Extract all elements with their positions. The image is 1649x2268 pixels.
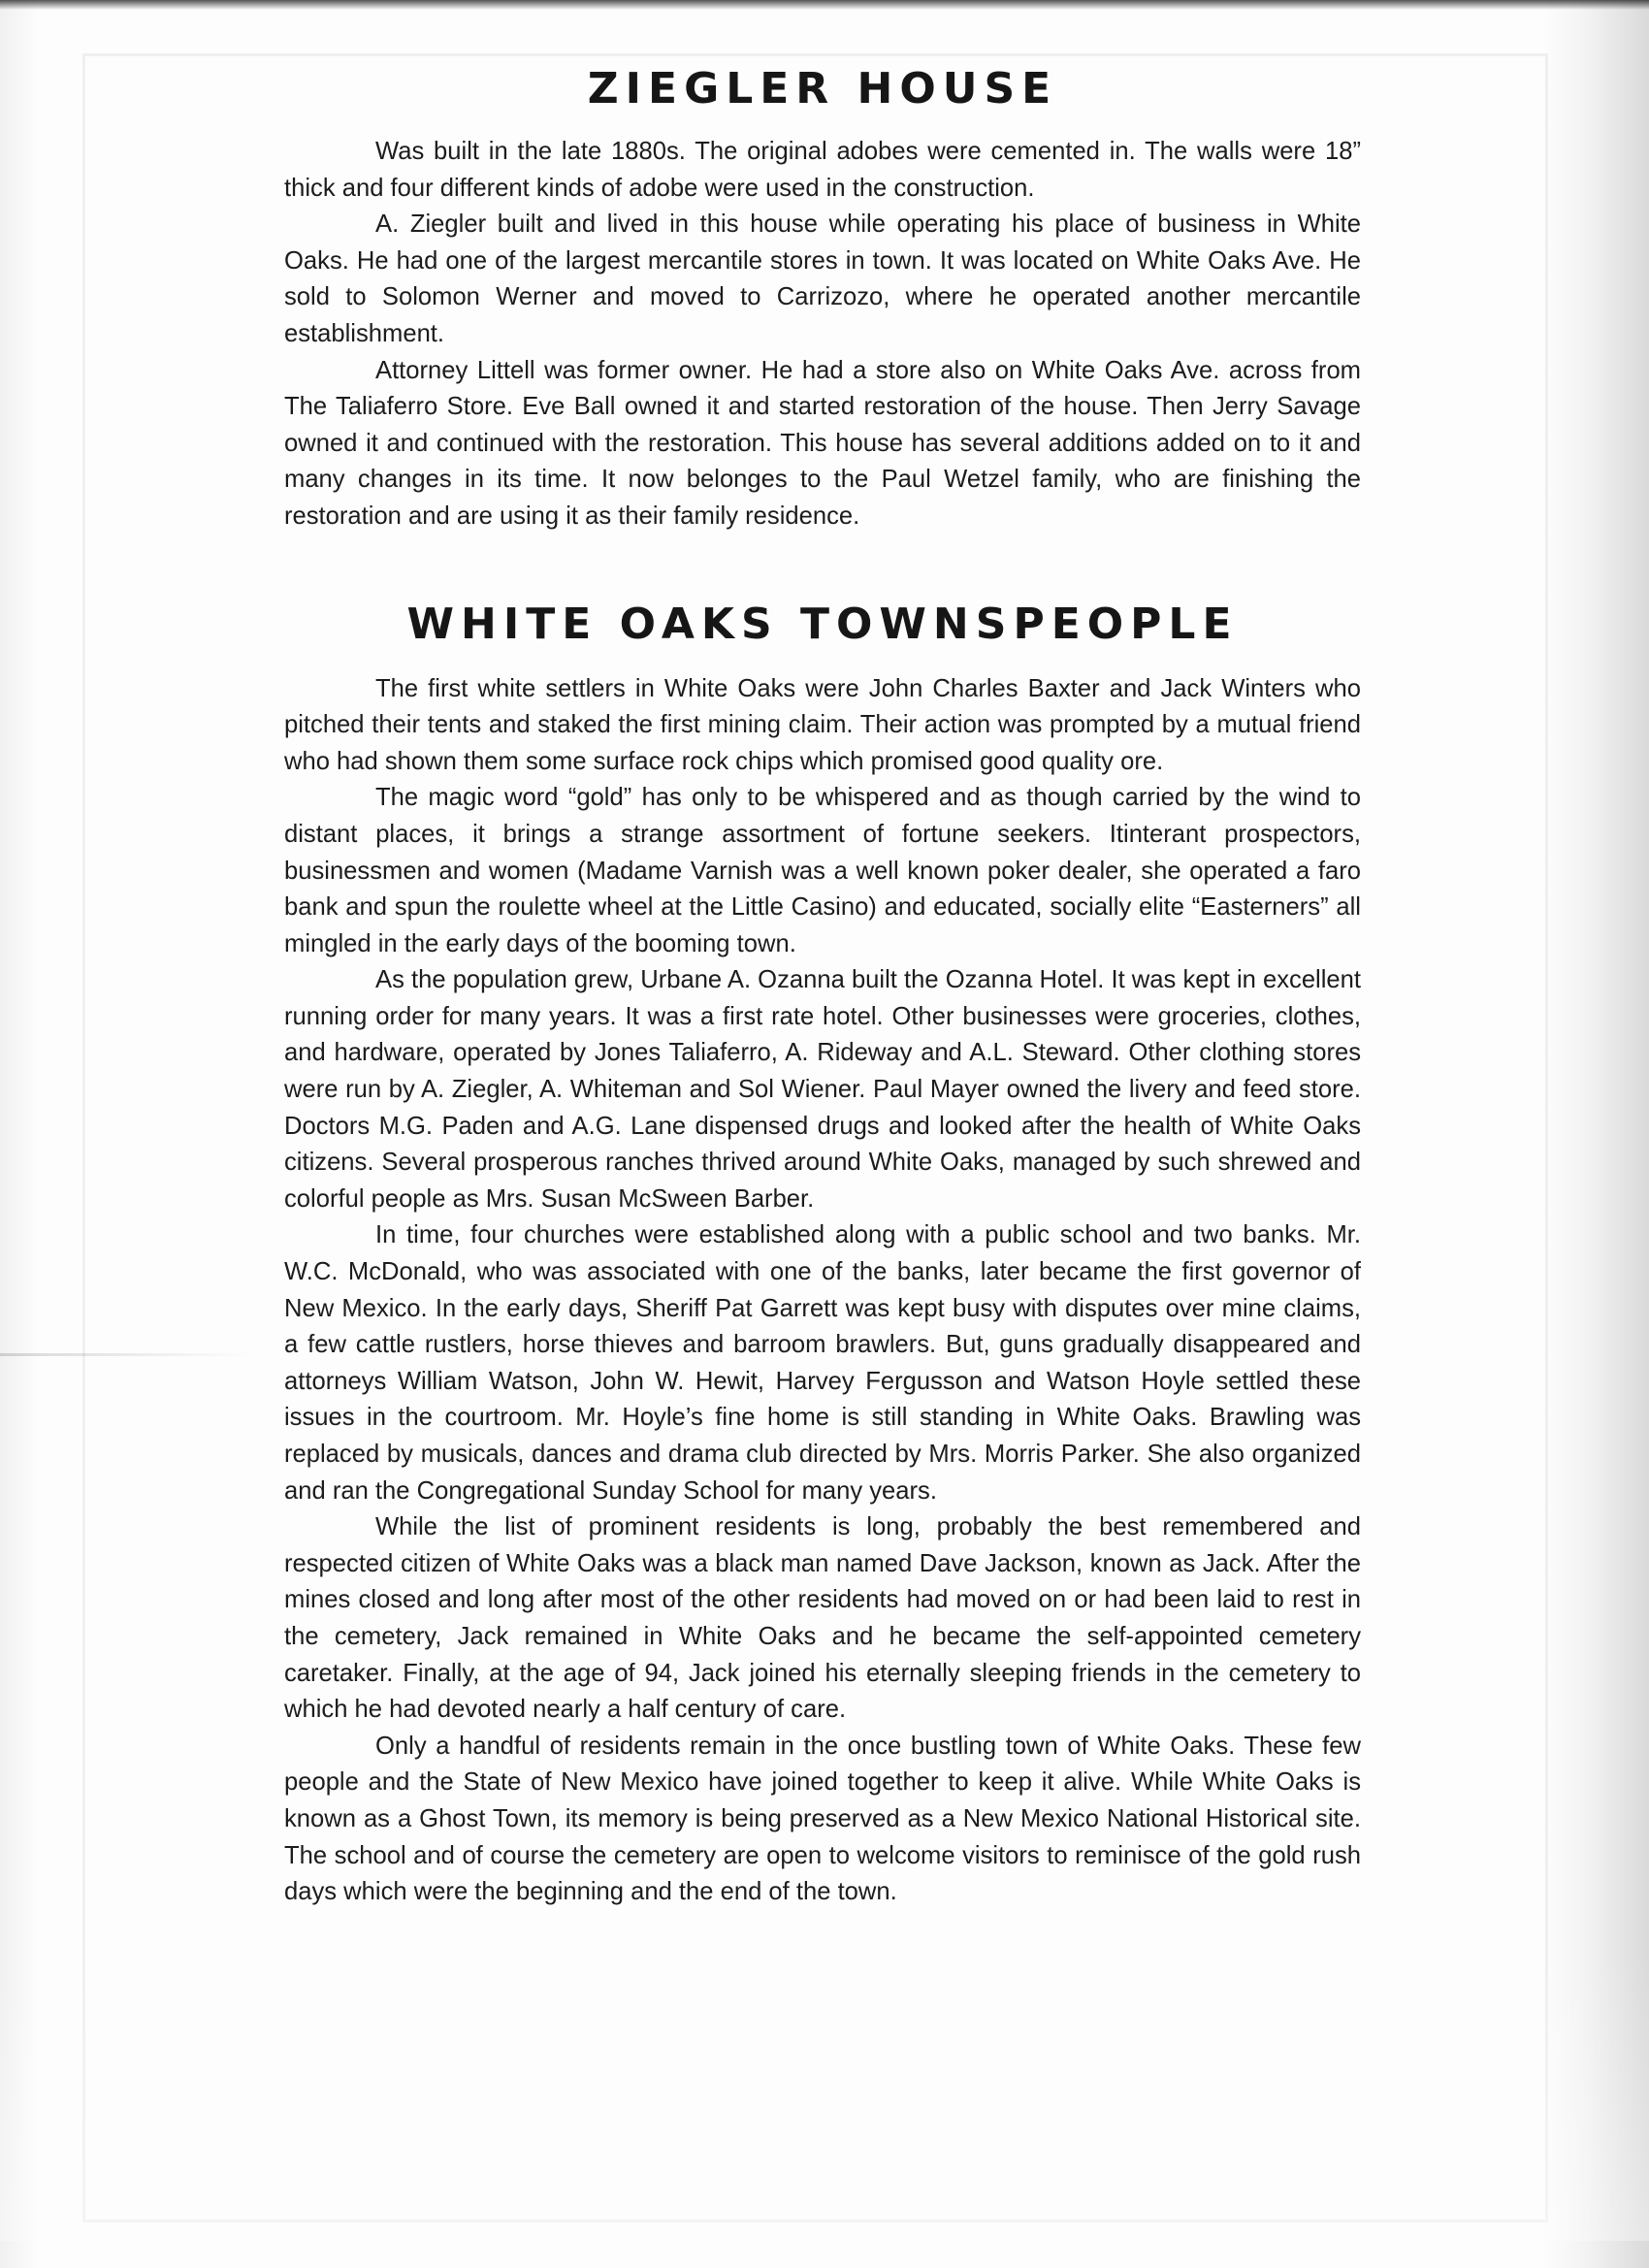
paragraph: A. Ziegler built and lived in this house while operating his place of business in White Oaks. He had one of the largest mercantile stores in town. It was located on White Oaks Ave. He sold to Solomon Werner and moved to Carrizozo, where he operated another mercantile establishment. <box>284 211 1361 347</box>
scan-edge-shadow <box>0 0 1649 10</box>
paragraph: The magic word “gold” has only to be whispered and as though carried by the wind to distant places, it brings a strange assortment of fortune seekers. Itinterant prospectors, businessmen and women (Madame Varnish was a well known poker dealer, she operated a faro bank and spun the roulette wheel at the Little Casino) and educated, socially elite “Easterners” all mingled in the early days of the booming town. <box>284 784 1361 957</box>
paragraph: The first white settlers in White Oaks were John Charles Baxter and Jack Winters who pitched their tents and staked the first mining claim. Their action was prompted by a mutual friend who had shown them some surface rock chips which promised good quality ore. <box>284 674 1361 775</box>
paragraph: In time, four churches were established along with a public school and two banks. Mr. W.C. McDonald, who was associated with one of the banks, later became the first governor of New Mexico. In the early days, Sheriff Pat Garrett was kept busy with disputes over mine claims, a few cattle rustlers, horse thieves and barroom brawlers. But, guns gradually disappeared and attorneys William Watson, John W. Hewit, Harvey Fergusson and Watson Hoyle settled these issues in the courtroom. Mr. Hoyle’s fine home is still standing in White Oaks. Brawling was replaced by musicals, dances and drama club directed by Mrs. Morris Parker. She also organized and ran the Congregational Sunday School for many years. <box>284 1221 1361 1505</box>
townspeople-heading: WHITE OAKS TOWNSPEOPLE <box>406 599 1239 649</box>
ziegler-house-heading: ZIEGLER HOUSE <box>587 64 1058 113</box>
paragraph: As the population grew, Urbane A. Ozanna built the Ozanna Hotel. It was kept in excellent running order for many years. It was a first rate hotel. Other businesses were groceries, clothes, and hardware, operated by Jones Taliaferro, A. Rideway and A.L. Steward. Other clothing stores were run by A. Ziegler, A. Whiteman and Sol Wiener. Paul Mayer owned the livery and feed store. Doctors M.G. Paden and A.G. Lane dispensed drugs and looked after the health of White Oaks citizens. Several prosperous ranches thrived around White Oaks, managed by such shrewed and colorful people as Mrs. Susan McSween Barber. <box>284 966 1361 1213</box>
townspeople-body <box>284 671 1361 1911</box>
paragraph: Was built in the late 1880s. The original adobes were cemented in. The walls were 18” thick and four different kinds of adobe were used in the construction. <box>284 138 1361 202</box>
paragraph: Only a handful of residents remain in the once bustling town of White Oaks. These few people and the State of New Mexico have joined together to keep it alive. While White Oaks is known as a Ghost Town, its memory is being preserved as a New Mexico National Historical site. The school and of course the cemetery are open to welcome visitors to reminisce of the gold rush days which were the beginning and the end of the town. <box>284 1732 1361 1906</box>
ziegler-house-body <box>284 134 1361 535</box>
paper-fold <box>0 1353 252 1356</box>
scan-right-shadow <box>1542 0 1649 2268</box>
paragraph: While the list of prominent residents is long, probably the best remembered and respected citizen of White Oaks was a black man named Dave Jackson, known as Jack. After the mines closed and long after most of the other residents had moved on or had been laid to rest in the cemetery, Jack remained in White Oaks and he became the self-appointed cemetery caretaker. Finally, at the age of 94, Jack joined his eternally sleeping friends in the cemetery to which he had devoted nearly a half century of care. <box>284 1513 1361 1724</box>
paragraph: Attorney Littell was former owner. He had a store also on White Oaks Ave. across from The Taliaferro Store. Eve Ball owned it and started restoration of the house. Then Jerry Savage owned it and continued with the restoration. This house has several additions added on to it and many changes in its time. It now belonges to the Paul Wetzel family, who are finishing the restoration and are using it as their family residence. <box>284 356 1361 530</box>
scan-left-shadow <box>0 0 39 2268</box>
article-content <box>284 64 1361 1911</box>
